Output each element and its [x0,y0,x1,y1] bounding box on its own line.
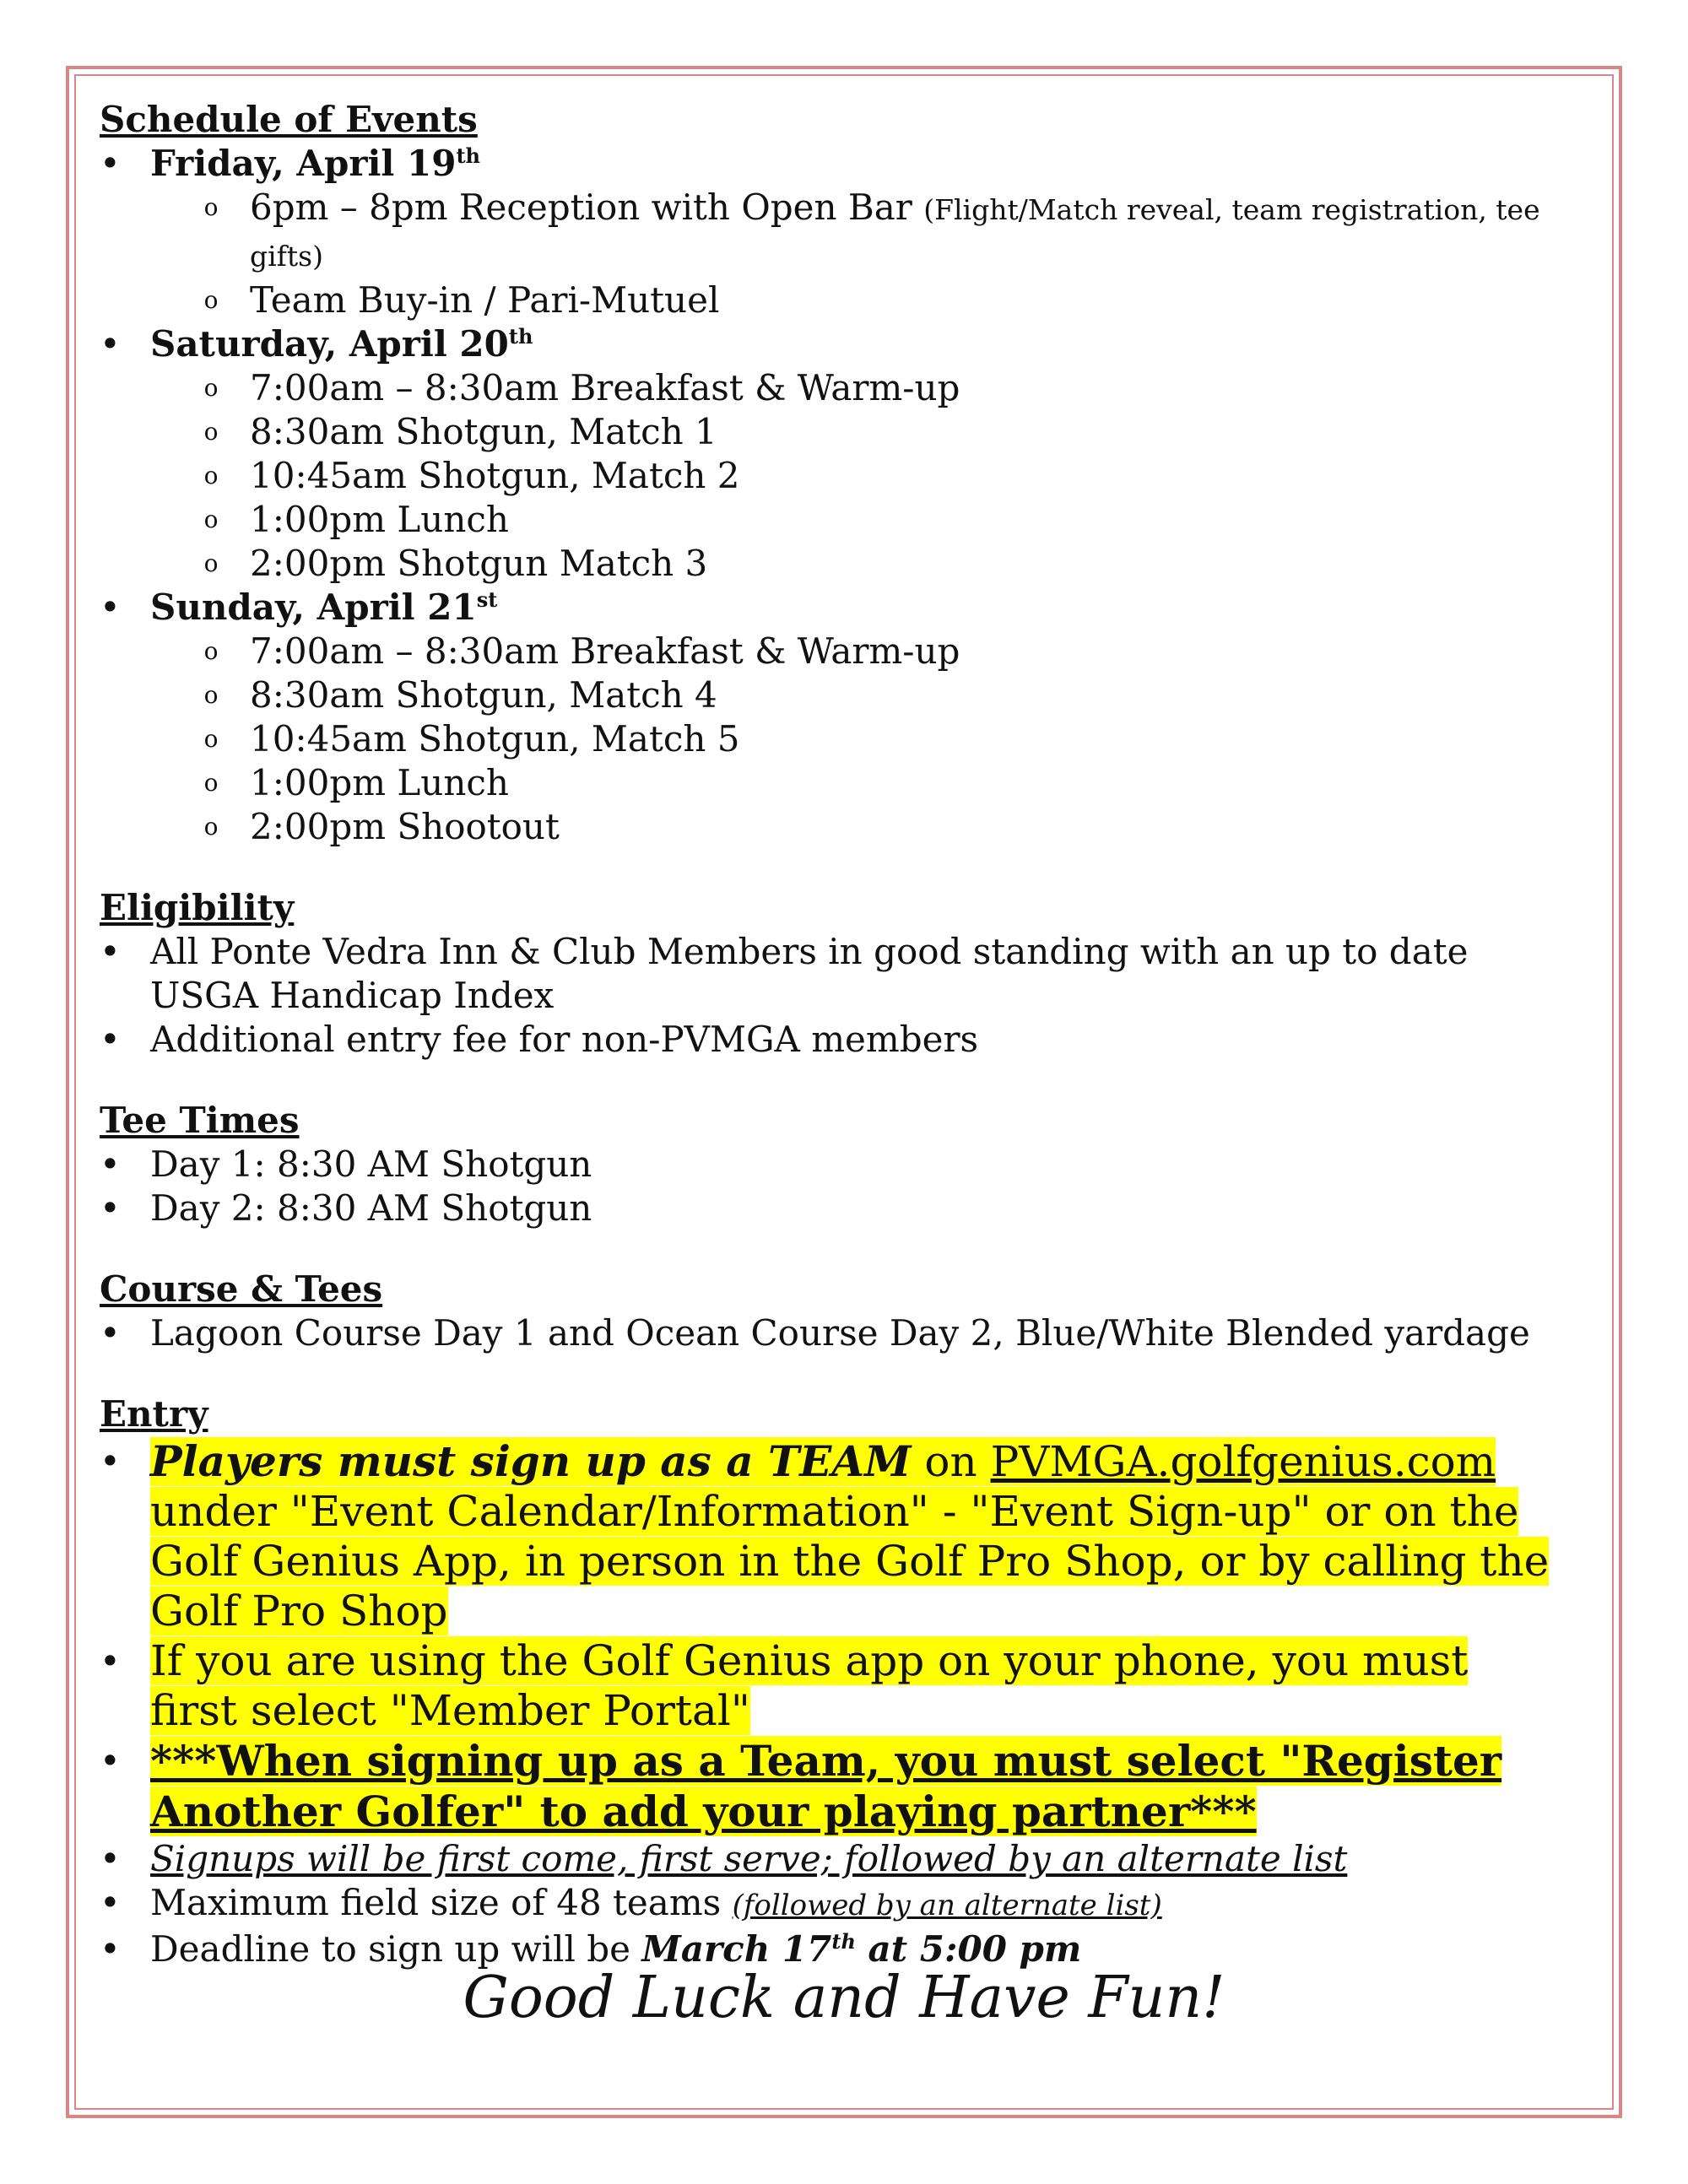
entry-item-field-size [100,1881,1568,1927]
entry-item-text: under "Event Calendar/Information" - "Event Sign-up" or on the Golf Genius App, in person in the Golf Pro Shop, or by calling the Golf Pro Shop [150,1487,1550,1635]
schedule-item-text: 2:00pm Shootout [250,806,560,847]
schedule-item [100,186,1568,278]
circle-bullet-icon: o [203,725,219,753]
eligibility-item [100,1018,1568,1062]
tee-time-item [100,1187,1568,1230]
circle-bullet-icon: o [203,286,219,314]
eligibility-item [100,930,1568,1018]
schedule-item-text: 7:00am – 8:30am Breakfast & Warm-up [250,630,960,672]
ordinal-suffix: st [476,587,498,612]
circle-bullet-icon: o [203,813,219,841]
schedule-item-text: 7:00am – 8:30am Breakfast & Warm-up [250,367,960,408]
entry-item-text: on [911,1437,991,1486]
circle-bullet-icon: o [203,418,219,446]
ordinal-suffix: th [831,1929,856,1954]
course-item-text: Lagoon Course Day 1 and Ocean Course Day 2, Blue/White Blended yardage [150,1312,1530,1354]
schedule-item [100,805,1568,849]
bullet-icon: • [100,1143,121,1185]
circle-bullet-icon: o [203,505,219,533]
schedule-item [100,454,1568,498]
bullet-icon: • [100,1641,121,1682]
circle-bullet-icon: o [203,374,219,402]
schedule-item-note: (Flight/Match reveal, team registration, tee gifts) [250,193,1540,273]
team-signup-emphasis: Players must sign up as a TEAM [150,1436,912,1486]
entry-item-text: If you are using the Golf Genius app on your phone, you must first select "Member Portal" [150,1636,1469,1735]
schedule-item [100,673,1568,717]
entry-item-highlight [150,1437,1549,1635]
bullet-icon: • [100,1312,121,1354]
schedule-item-text: 1:00pm Lunch [250,762,509,803]
bullet-icon: • [100,587,121,628]
circle-bullet-icon: o [203,681,219,709]
tee-time-text: Day 2: 8:30 AM Shotgun [150,1187,592,1229]
entry-item-note: (followed by an alternate list) [732,1889,1162,1922]
bullet-icon: • [100,1882,121,1923]
eligibility-item-text: Additional entry fee for non-PVMGA members [150,1019,979,1060]
bullet-icon: • [100,1441,121,1482]
entry-item-text: Signups will be first come, first serve; followed by an alternate list [150,1838,1348,1879]
bullet-icon: • [100,1019,121,1060]
bullet-icon: • [100,323,121,365]
schedule-item [100,630,1568,673]
entry-item-text: Maximum field size of 48 teams [150,1882,733,1923]
entry-heading: Entry [100,1393,208,1435]
circle-bullet-icon: o [203,769,219,797]
entry-item-register [100,1736,1568,1837]
course-heading: Course & Tees [100,1268,383,1310]
day-label: Friday, April 19 [150,143,457,184]
schedule-item [100,761,1568,805]
schedule-item-text: 2:00pm Shotgun Match 3 [250,543,708,584]
eligibility-heading: Eligibility [100,887,295,928]
schedule-item-text: 8:30am Shotgun, Match 1 [250,411,717,452]
entry-item-text: Deadline to sign up will be [150,1928,642,1970]
entry-item-signup [100,1436,1568,1636]
schedule-item [100,542,1568,586]
schedule-item-text: 10:45am Shotgun, Match 5 [250,718,740,760]
course-item [100,1311,1568,1355]
bullet-icon: • [100,143,121,184]
day-label: Saturday, April 20 [150,323,509,365]
entry-item-text: ***When signing up as a Team, you must select "Register Another Golfer" to add your playing partner*** [150,1736,1502,1836]
bullet-icon: • [100,1838,121,1879]
eligibility-item-text: All Ponte Vedra Inn & Club Members in good standing with an up to date USGA Handicap Index [150,931,1469,1016]
circle-bullet-icon: o [203,462,219,489]
schedule-item-text: 8:30am Shotgun, Match 4 [250,674,717,716]
schedule-heading: Schedule of Events [100,99,478,140]
bullet-icon: • [100,1187,121,1229]
schedule-item-text: 10:45am Shotgun, Match 2 [250,455,740,496]
schedule-item [100,498,1568,542]
ordinal-suffix: th [456,143,480,168]
golfgenius-link[interactable]: PVMGA.golfgenius.com [990,1437,1496,1486]
schedule-item [100,366,1568,410]
tee-time-text: Day 1: 8:30 AM Shotgun [150,1143,592,1185]
flyer-content [100,98,1568,1971]
schedule-item [100,278,1568,322]
schedule-item-text: 1:00pm Lunch [250,499,509,540]
day-sunday [100,586,1568,630]
day-saturday [100,322,1568,366]
day-label: Sunday, April 21 [150,587,477,628]
entry-item-first-come [100,1837,1568,1881]
ordinal-suffix: th [508,324,533,349]
circle-bullet-icon: o [203,549,219,577]
deadline-date: March 17 [641,1928,832,1970]
circle-bullet-icon: o [203,637,219,665]
day-friday [100,142,1568,186]
schedule-item [100,410,1568,454]
tee-time-item [100,1143,1568,1187]
closing-message: Good Luck and Have Fun! [463,1965,1225,2031]
schedule-item-text: Team Buy-in / Pari-Mutuel [250,279,720,321]
entry-item-app [100,1636,1568,1736]
bullet-icon: • [100,931,121,972]
deadline-time: at 5:00 pm [855,1928,1082,1970]
tee-times-heading: Tee Times [100,1100,300,1141]
circle-bullet-icon: o [203,193,219,221]
bullet-icon: • [100,1740,121,1781]
schedule-item-text: 6pm – 8pm Reception with Open Bar [250,187,924,228]
bullet-icon: • [100,1928,121,1970]
schedule-item [100,717,1568,761]
